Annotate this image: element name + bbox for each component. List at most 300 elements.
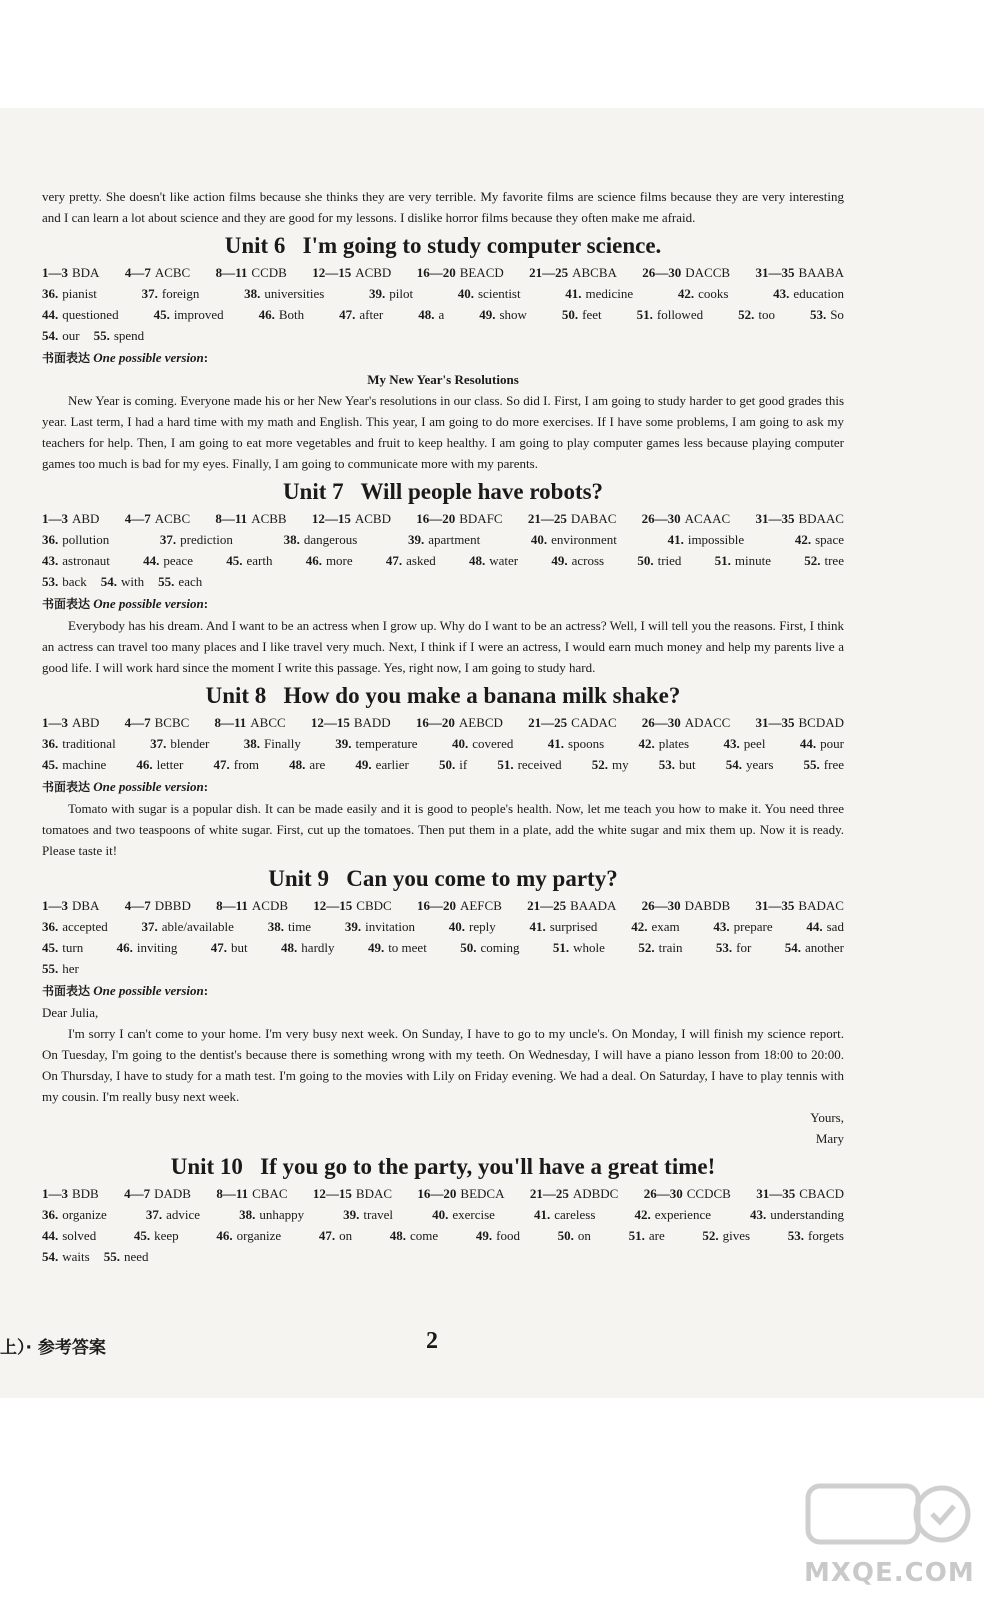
answer-item [42, 754, 106, 775]
answer-value: DABAC [570, 511, 617, 526]
answer-number: 16—20 [416, 898, 456, 913]
answer-value: BEDCA [460, 1186, 505, 1201]
answer-item [125, 508, 190, 529]
answer-item [726, 754, 774, 775]
answer-item [211, 937, 248, 958]
answer-number: 42. [677, 286, 695, 301]
answer-value: reply [468, 919, 496, 934]
answer-value: environment [551, 532, 617, 547]
answer-item [637, 304, 703, 325]
answer-value: her [62, 961, 79, 976]
answer-number: 40. [432, 1207, 449, 1222]
answer-value: asked [406, 553, 436, 568]
answer-item [642, 895, 731, 916]
answer-value: gives [722, 1228, 751, 1243]
essay-paragraph: Everybody has his dream. And I want to be an actress when I grow up. Why do I want to be an actress? Well, I will tell you the reasons. First, I think an actress can travel too many places and I like travel very much. Next, I think if I were an actress, I would earn much money and help my parents live a good life. I will work hard since the moment I write this passage. Yes, right now, I am going to study hard. [42, 618, 844, 675]
answer-value: CBDC [356, 898, 392, 913]
answer-item [458, 283, 521, 304]
answer-item [143, 550, 193, 571]
writing-label-cn: 书面表达 [42, 780, 91, 794]
answer-value: ADBDC [572, 1186, 619, 1201]
answer-item [460, 937, 519, 958]
answer-number: 36. [42, 1207, 59, 1222]
answer-number: 53. [715, 940, 733, 955]
answer-number: 8—11 [214, 715, 247, 730]
answer-item [42, 958, 79, 979]
answer-item [306, 550, 353, 571]
answer-number: 44. [799, 736, 817, 751]
answer-number: 8—11 [216, 898, 248, 913]
writing-label-cn: 书面表达 [42, 597, 91, 611]
answer-item [529, 916, 597, 937]
answer-item [355, 754, 408, 775]
answer-item [136, 754, 183, 775]
answer-item [527, 895, 616, 916]
answer-value: education [793, 286, 844, 301]
answer-value: more [325, 553, 353, 568]
answer-value: free [823, 757, 844, 772]
answer-value: coming [480, 940, 520, 955]
answer-value: CBAC [252, 1186, 288, 1201]
answer-number: 53. [658, 757, 675, 772]
answer-value: exercise [452, 1207, 495, 1222]
answer-number: 54. [725, 757, 742, 772]
answer-value: DBBD [154, 898, 191, 913]
answer-value: BDAFC [459, 511, 503, 526]
unit-title: Unit 8 How do you make a banana milk shake? [205, 683, 681, 708]
answer-value: tried [657, 553, 682, 568]
answer-number: 45. [42, 757, 59, 772]
answer-value: CADAC [571, 715, 617, 730]
answer-item [281, 937, 334, 958]
answer-number: 39. [343, 1207, 360, 1222]
answer-number: 41. [547, 736, 565, 751]
answer-line [42, 508, 844, 529]
essay-paragraph: New Year is coming. Everyone made his or her New Year's resolutions in our class. So did I. First, I am going to study harder to get good grades this year. Last term, I had a hard time with my math and English. This year, I am going to do more exercises. If I have some problems, I am going to ask my teachers for help. Then, I am going to eat more vegetables and fruit to keep healthy. I am going to play computer games less because playing computer games too much is bad for my eyes. Finally, I am going to communicate more with my parents. [42, 393, 844, 471]
answer-line [42, 895, 844, 916]
answer-number: 41. [565, 286, 582, 301]
answer-line [42, 937, 844, 958]
answer-item [629, 1225, 665, 1246]
answer-value: spoons [568, 736, 605, 751]
answer-value: earlier [375, 757, 409, 772]
writing-label-en: One possible version [93, 350, 204, 365]
answer-value: my [611, 757, 629, 772]
answer-item [386, 550, 436, 571]
answer-value: medicine [585, 286, 634, 301]
answer-item [531, 529, 617, 550]
answer-number: 8—11 [215, 511, 248, 526]
answer-number: 39. [368, 286, 386, 301]
answer-value: BEACD [459, 265, 504, 280]
answer-item [418, 304, 444, 325]
answer-line [42, 1183, 844, 1204]
answer-item [773, 283, 844, 304]
answer-item [42, 712, 99, 733]
answer-number: 1—3 [42, 715, 68, 730]
answer-item [313, 895, 391, 916]
answer-value: come [410, 1228, 439, 1243]
answer-value: hardly [301, 940, 335, 955]
answer-number: 53. [787, 1228, 805, 1243]
answer-item [417, 262, 504, 283]
answer-number: 4—7 [124, 1186, 151, 1201]
answer-value: plates [658, 736, 690, 751]
answer-number: 47. [339, 307, 356, 322]
answer-item [558, 1225, 591, 1246]
answer-value: universities [264, 286, 325, 301]
answer-item [42, 571, 87, 592]
answer-value: show [499, 307, 527, 322]
answer-value: experience [654, 1207, 711, 1222]
answer-value: able/available [161, 919, 234, 934]
answer-item [134, 1225, 179, 1246]
answer-value: ACBC [154, 511, 191, 526]
answer-item [659, 754, 696, 775]
answer-value: waits [62, 1249, 90, 1264]
answer-number: 55. [93, 328, 110, 343]
answer-item [750, 1204, 844, 1225]
answer-value: scientist [478, 286, 521, 301]
answer-value: prediction [180, 532, 233, 547]
answer-number: 49. [367, 940, 385, 955]
answer-number: 16—20 [416, 265, 456, 280]
answer-number: 37. [145, 1207, 163, 1222]
answer-item [214, 712, 285, 733]
answer-number: 12—15 [312, 265, 352, 280]
answer-value: train [658, 940, 683, 955]
answer-item [804, 550, 844, 571]
answer-item [312, 508, 391, 529]
answer-number: 52. [738, 307, 755, 322]
answer-number: 12—15 [311, 511, 351, 526]
answer-value: questioned [62, 307, 119, 322]
answer-item [42, 916, 108, 937]
answer-value: water [489, 553, 519, 568]
answer-number: 49. [355, 757, 372, 772]
answer-number: 50. [637, 553, 654, 568]
answer-value: organize [62, 1207, 107, 1222]
answer-item [42, 304, 119, 325]
writing-label-en: One possible version [93, 596, 204, 611]
answer-number: 51. [552, 940, 570, 955]
answer-value: inviting [136, 940, 178, 955]
answer-value: foreign [161, 286, 200, 301]
answer-item [642, 262, 730, 283]
letter-salutation: Dear Julia, [42, 1005, 99, 1020]
answer-number: 21—25 [527, 511, 567, 526]
answer-number: 48. [418, 307, 435, 322]
answer-number: 31—35 [755, 898, 795, 913]
answer-item [158, 571, 202, 592]
answer-item [497, 754, 561, 775]
answer-item [565, 283, 633, 304]
answer-item [668, 529, 745, 550]
answer-line [42, 958, 844, 979]
answer-number: 42. [638, 736, 655, 751]
answer-number: 31—35 [755, 511, 795, 526]
answer-line [42, 325, 844, 346]
answer-number: 48. [289, 757, 306, 772]
answer-item [469, 550, 518, 571]
answer-value: feet [582, 307, 602, 322]
answer-number: 45. [153, 307, 170, 322]
answer-value: another [804, 940, 844, 955]
answer-number: 4—7 [124, 898, 151, 913]
answer-number: 8—11 [216, 1186, 249, 1201]
answer-number: 51. [714, 553, 731, 568]
answer-item [268, 916, 311, 937]
answer-value: earth [246, 553, 273, 568]
answer-value: after [359, 307, 384, 322]
answer-item [800, 733, 844, 754]
answer-number: 16—20 [415, 715, 455, 730]
answer-value: ACBC [154, 265, 191, 280]
answer-number: 54. [42, 1249, 59, 1264]
answer-number: 40. [457, 286, 474, 301]
answer-value: blender [170, 736, 210, 751]
answer-number: 16—20 [417, 1186, 457, 1201]
answer-value: BCDAD [798, 715, 844, 730]
answer-line [42, 550, 844, 571]
answer-value: prepare [733, 919, 773, 934]
answer-item [335, 733, 417, 754]
answer-value: DACCB [685, 265, 731, 280]
answer-value: unhappy [259, 1207, 305, 1222]
answer-value: too [758, 307, 775, 322]
answer-value: astronaut [62, 553, 110, 568]
answer-item [42, 937, 83, 958]
writing-label [42, 593, 844, 615]
answer-item [214, 754, 260, 775]
answer-number: 45. [42, 940, 59, 955]
answer-item [244, 733, 301, 754]
answer-item [42, 508, 99, 529]
answer-value: tree [824, 553, 844, 568]
answer-number: 54. [784, 940, 801, 955]
answer-item [150, 733, 209, 754]
answer-line [42, 529, 844, 550]
answer-item [644, 1183, 731, 1204]
answer-number: 41. [529, 919, 546, 934]
answer-value: ACBB [251, 511, 287, 526]
answer-item [678, 283, 729, 304]
answer-item [634, 1204, 711, 1225]
answer-item [553, 937, 605, 958]
answer-line [42, 916, 844, 937]
answer-value: invitation [365, 919, 415, 934]
answer-item [449, 916, 496, 937]
answer-item [125, 895, 191, 916]
answer-item [125, 712, 190, 733]
answer-value: letter [156, 757, 184, 772]
answer-item [154, 304, 224, 325]
answer-value: careless [554, 1207, 596, 1222]
answer-value: understanding [770, 1207, 844, 1222]
unit-title: Unit 6 I'm going to study computer science. [224, 233, 662, 258]
answer-value: DABDB [684, 898, 731, 913]
answer-item [756, 1183, 844, 1204]
answer-number: 38. [267, 919, 284, 934]
answer-item [284, 529, 358, 550]
answer-number: 38. [243, 736, 260, 751]
answer-value: travel [363, 1207, 394, 1222]
answer-number: 45. [133, 1228, 151, 1243]
answer-number: 1—3 [42, 1186, 68, 1201]
answer-value: with [121, 574, 145, 589]
answer-number: 55. [803, 757, 820, 772]
answer-number: 21—25 [529, 1186, 569, 1201]
answer-item [311, 712, 391, 733]
answer-item [806, 916, 844, 937]
answer-number: 41. [667, 532, 684, 547]
answer-number: 51. [497, 757, 514, 772]
answer-item [529, 262, 617, 283]
answer-number: 4—7 [124, 715, 151, 730]
answer-number: 46. [116, 940, 133, 955]
answer-value: BCBC [154, 715, 190, 730]
answer-number: 40. [530, 532, 548, 547]
answer-number: 37. [159, 532, 177, 547]
answer-value: impossible [687, 532, 745, 547]
answer-number: 52. [638, 940, 655, 955]
answer-item [312, 262, 391, 283]
answer-value: BAABA [798, 265, 844, 280]
answer-value: forgets [808, 1228, 844, 1243]
answer-number: 46. [305, 553, 322, 568]
answer-value: keep [154, 1228, 179, 1243]
letter-closing: Yours, [810, 1110, 844, 1125]
answer-item [289, 754, 325, 775]
answer-value: traditional [62, 736, 116, 751]
answer-item [117, 937, 178, 958]
answer-item [738, 304, 775, 325]
answer-item [639, 733, 690, 754]
answer-value: apartment [428, 532, 481, 547]
answer-number: 54. [100, 574, 118, 589]
answer-item [592, 754, 629, 775]
answer-item [226, 550, 272, 571]
unit-title: Unit 9 Can you come to my party? [268, 866, 618, 891]
answer-item [369, 283, 413, 304]
answer-number: 37. [141, 286, 158, 301]
answer-item [42, 1183, 99, 1204]
answer-number: 12—15 [310, 715, 350, 730]
answer-item [631, 916, 679, 937]
answer-item [637, 550, 681, 571]
answer-value: received [517, 757, 562, 772]
answer-item [94, 325, 145, 346]
answer-item [638, 937, 682, 958]
answer-number: 55. [158, 574, 175, 589]
answer-value: minute [734, 553, 771, 568]
writing-label-colon: : [203, 983, 209, 998]
answer-number: 31—35 [756, 1186, 796, 1201]
answer-value: So [830, 307, 844, 322]
answer-number: 31—35 [755, 715, 795, 730]
answer-value: ABD [72, 511, 100, 526]
answer-item [319, 1225, 352, 1246]
answer-item [713, 916, 772, 937]
answer-value: back [62, 574, 87, 589]
answer-value: ACAAC [684, 511, 731, 526]
answer-item [160, 529, 233, 550]
answer-item [755, 508, 844, 529]
answer-number: 46. [258, 307, 275, 322]
answer-value: organize [236, 1228, 282, 1243]
answer-number: 48. [389, 1228, 407, 1243]
writing-label-cn: 书面表达 [42, 351, 91, 365]
answer-value: advice [166, 1207, 201, 1222]
answer-number: 40. [448, 919, 465, 934]
answer-item [755, 262, 844, 283]
answer-line [42, 304, 844, 325]
answer-item [452, 733, 513, 754]
answer-item [259, 304, 305, 325]
units-container [42, 231, 844, 1267]
essay-paragraph: I'm sorry I can't come to your home. I'm very busy next week. On Sunday, I have to go to my uncle's. On Monday, I will finish my science report. On Tuesday, I'm going to the dentist's because there is something wrong with my teeth. On Wednesday, I will have a piano lesson from 18:00 to 20:00. On Thursday, I have to study for a math test. I'm going to the movies with Lily on Friday evening. We had a deal. On Saturday, I have to play tennis with my cousin. I'm really busy next week. [42, 1026, 844, 1104]
answer-item [216, 1225, 281, 1246]
answer-number: 53. [42, 574, 59, 589]
answer-value: CCDCB [686, 1186, 731, 1201]
answer-item [42, 550, 110, 571]
answer-value: solved [62, 1228, 97, 1243]
writing-label-colon: : [203, 779, 209, 794]
answer-value: pollution [62, 532, 110, 547]
answer-number: 21—25 [528, 715, 568, 730]
answer-value: ABCC [250, 715, 286, 730]
answer-value: to meet [388, 940, 427, 955]
answer-number: 26—30 [641, 511, 681, 526]
answer-item [146, 1204, 200, 1225]
answer-number: 1—3 [42, 898, 68, 913]
answer-item [345, 916, 415, 937]
answer-number: 50. [460, 940, 477, 955]
essay-title: My New Year's Resolutions [367, 372, 519, 387]
answer-item [101, 571, 144, 592]
answer-value: pilot [389, 286, 414, 301]
answer-item [343, 1204, 393, 1225]
watermark-text: MXQE.COM [804, 1558, 975, 1588]
answer-number: 53. [809, 307, 827, 322]
answer-number: 44. [42, 1228, 59, 1243]
answer-item [42, 283, 97, 304]
answer-line [42, 283, 844, 304]
answer-item [755, 712, 844, 733]
answer-value: Finally [263, 736, 301, 751]
answer-number: 43. [750, 1207, 767, 1222]
answer-number: 48. [468, 553, 486, 568]
answer-item [42, 1246, 90, 1267]
writing-label [42, 776, 844, 798]
answer-number: 26—30 [641, 898, 681, 913]
answer-item [42, 262, 99, 283]
answer-item [804, 754, 844, 775]
answer-number: 50. [439, 757, 456, 772]
writing-label-cn: 书面表达 [42, 984, 91, 998]
writing-label-en: One possible version [93, 983, 204, 998]
answer-value: BDAAC [798, 511, 844, 526]
answer-value: AEBCD [458, 715, 503, 730]
answer-number: 54. [42, 328, 59, 343]
answer-number: 36. [42, 919, 59, 934]
answer-item [715, 550, 771, 571]
answer-item [528, 712, 617, 733]
answer-value: DADB [154, 1186, 191, 1201]
answer-item [124, 1183, 191, 1204]
answer-number: 21—25 [527, 898, 567, 913]
answer-number: 39. [344, 919, 362, 934]
